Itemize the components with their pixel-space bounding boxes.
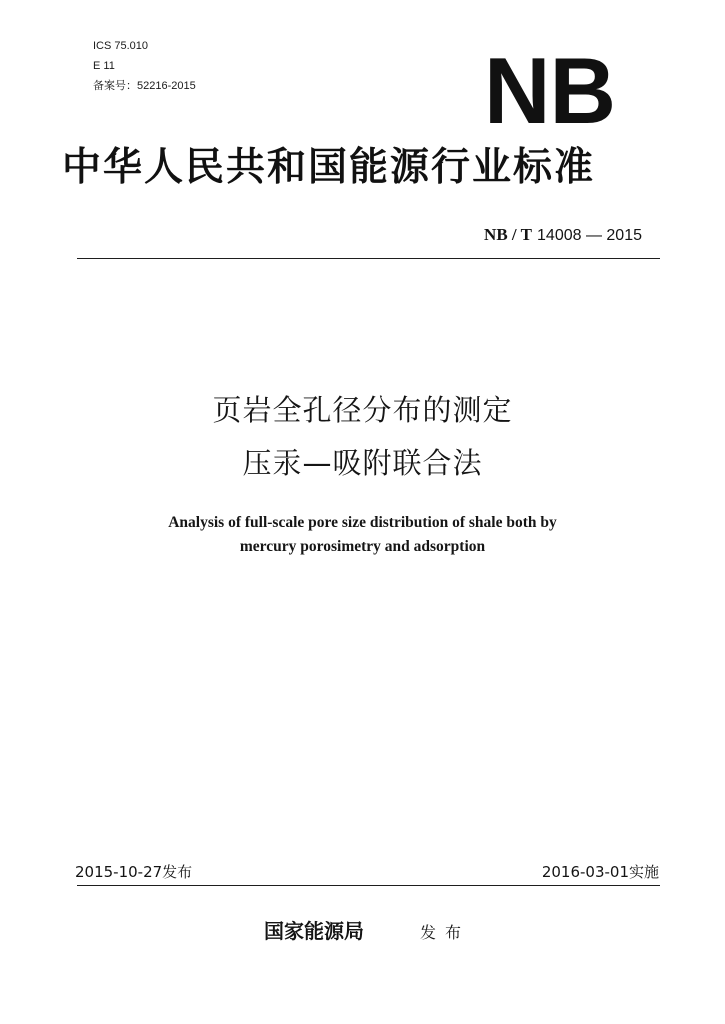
title-cn-line1: 页岩全孔径分布的测定 bbox=[212, 393, 513, 427]
issuer-name: 国家能源局 bbox=[264, 919, 364, 943]
title-en-line2: mercury porosimetry and adsorption bbox=[239, 538, 486, 555]
issue-date: 2015-10-27发布 bbox=[75, 863, 193, 881]
effective-date: 2016-03-01实施 bbox=[541, 863, 659, 881]
nb-logo: NB bbox=[484, 38, 616, 143]
title-en-line1: Analysis of full-scale pore size distribution of shale both by bbox=[168, 514, 557, 531]
ics-code: ICS 75.010 bbox=[93, 40, 149, 52]
category-code: E 11 bbox=[93, 60, 115, 72]
standard-number-value: 14008 — 2015 bbox=[537, 227, 642, 244]
standard-series-title: 中华人民共和国能源行业标准 bbox=[62, 144, 596, 190]
footer-divider bbox=[77, 885, 660, 886]
standard-code-prefix: NB / T bbox=[484, 225, 532, 244]
issue-word: 发布 bbox=[420, 923, 471, 942]
header-divider bbox=[77, 258, 660, 259]
standard-number bbox=[484, 224, 642, 247]
classification-codes bbox=[93, 36, 196, 96]
filing-number: 备案号：52216-2015 bbox=[93, 80, 196, 92]
title-cn-line2: 压汞—吸附联合法 bbox=[242, 446, 483, 480]
